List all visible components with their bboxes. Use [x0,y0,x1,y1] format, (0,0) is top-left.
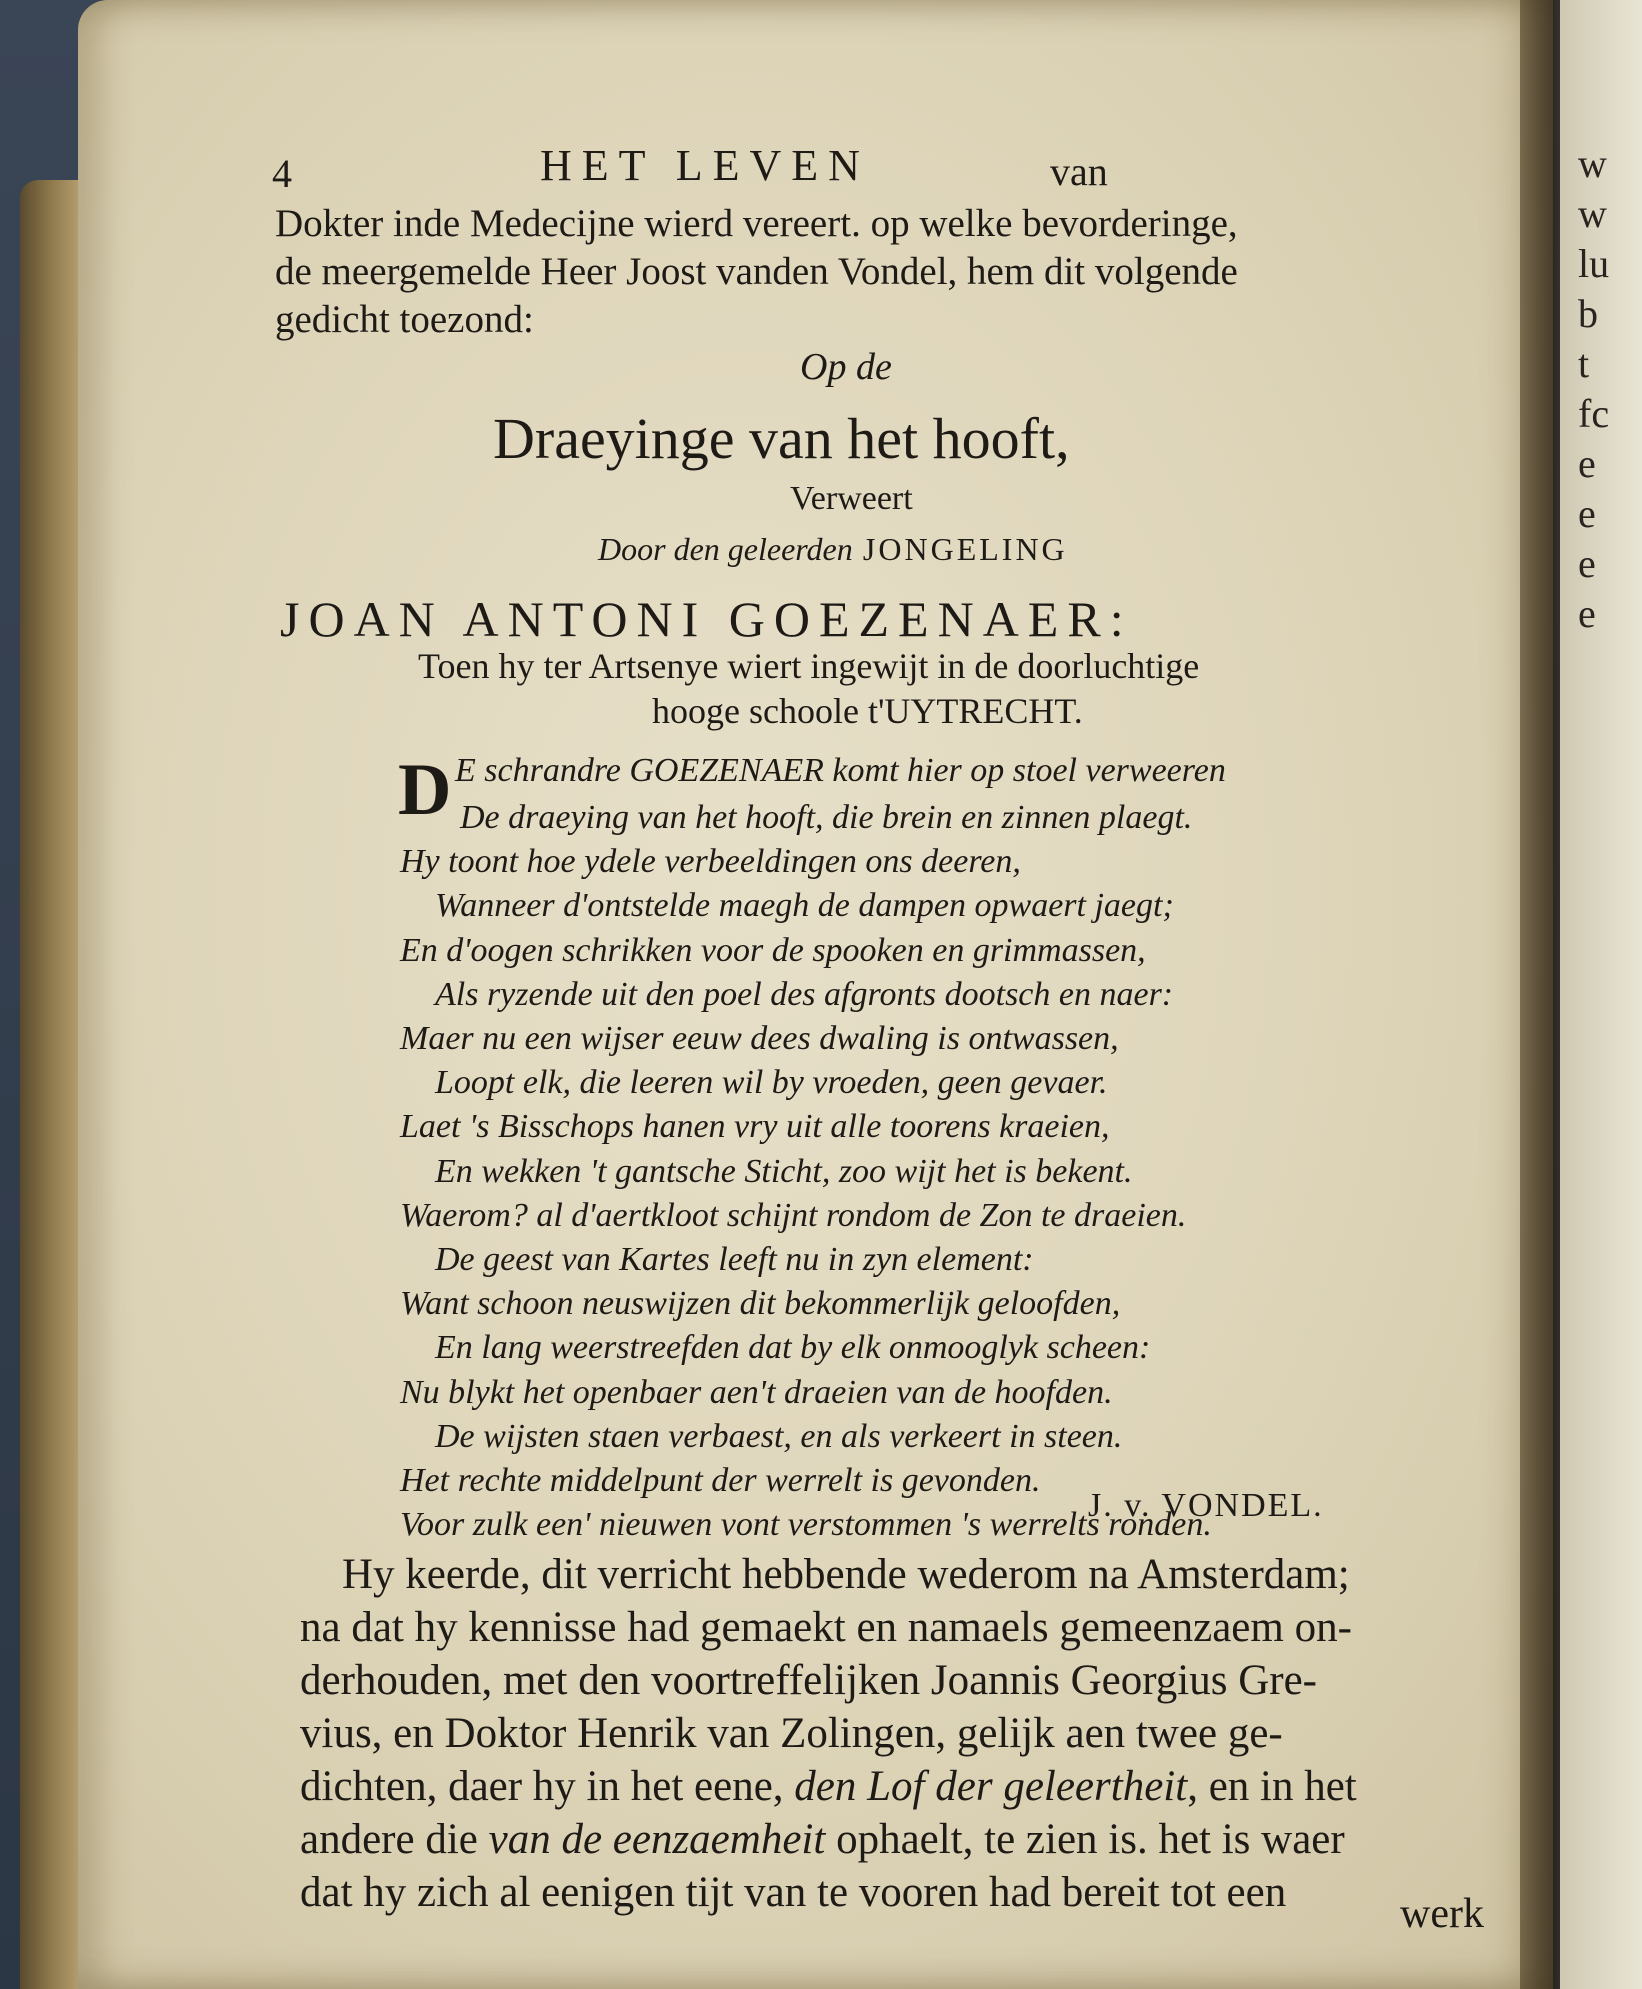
facing-page-fragment: e [1578,541,1596,586]
facing-page-fragment: e [1578,491,1596,536]
catchword: werk [1400,1891,1484,1937]
prose-segment: andere die [300,1816,478,1863]
facing-page-fragment: b [1578,291,1598,336]
prose-italic-title: van de eenzaemheit [488,1816,826,1863]
poem-line: En wekken 't gantsche Sticht, zoo wijt het is bekent. [435,1152,1133,1190]
poem-line: De wijsten staen verbaest, en als verkeert in steen. [435,1417,1123,1455]
poem-signature: J. v. VONDEL. [1088,1487,1324,1524]
poem-line: De geest van Kartes leeft nu in zyn element: [435,1241,1034,1279]
prose-segment: ophaelt, te zien is. het is waer [836,1816,1345,1863]
facing-page-fragment: lu [1578,241,1610,286]
heading-door [598,530,1068,568]
prose-segment: , en in het [1187,1763,1357,1810]
author-name: JOAN ANTONI GOEZENAER: [280,591,1133,647]
poem-line: Wanneer d'ontstelde maegh de dampen opwaert jaegt; [435,887,1174,925]
intro-line: Dokter inde Medecijne wierd vereert. op welke bevorderinge, [275,202,1238,245]
poem-line: En lang weerstreefden dat by elk onmooglyk scheen: [435,1329,1151,1367]
facing-page-fragment: fc [1578,391,1610,436]
poem-line: Voor zulk een' nieuwen vont verstommen 's werrelts ronden. [400,1506,1212,1544]
heading-op-de: Op de [800,346,892,388]
poem-line: Loopt elk, die leeren wil by vroeden, geen gevaer. [435,1064,1108,1102]
heading-verweert: Verweert [790,480,913,517]
page-number: 4 [272,151,292,196]
intro-line: de meergemelde Heer Joost vanden Vondel, hem dit volgende [275,250,1238,293]
poem-line: Laet 's Bisschops hanen vry uit alle toorens kraeien, [400,1108,1110,1146]
poem-line: Nu blykt het openbaer aen't draeien van de hoofden. [400,1373,1113,1411]
poem-line: Waerom? al d'aertkloot schijnt rondom de Zon te draeien. [400,1196,1187,1234]
prose-text [300,1548,1357,1919]
prose-line: dat hy zich al eenigen tijt van te vooren had bereit tot een [300,1869,1287,1916]
prose-line [300,1813,1357,1866]
facing-page-fragment: w [1578,141,1607,186]
facing-page-fragment: e [1578,441,1596,486]
running-title: HET LEVEN [540,141,870,190]
facing-page-edge [1560,0,1642,1989]
poem-line: E schrandre GOEZENAER komt hier op stoel verweeren [455,752,1226,789]
facing-page-fragment: t [1578,341,1590,386]
heading-door-text: Door den geleerden [598,531,853,567]
poem-line: Maer nu een wijser eeuw dees dwaling is ontwassen, [400,1020,1119,1058]
poem-body [400,796,1212,1547]
prose-segment: dichten, daer hy in het eene, [300,1763,784,1810]
occasion-line: hooge schoole t'UYTRECHT. [652,691,1083,731]
poem-line: Hy toont hoe ydele verbeeldingen ons deeren, [400,843,1021,881]
poem-line: Het rechte middelpunt der werrelt is gevonden. [400,1462,1041,1500]
prose-line [300,1760,1357,1813]
poem-line: Als ryzende uit den poel des afgronts dootsch en naer: [435,975,1174,1013]
poem-line: En d'oogen schrikken voor de spooken en grimmassen, [400,931,1146,969]
poem-title: Draeyinge van het hooft, [493,406,1070,471]
prose-line: Hy keerde, dit verricht hebbende wederom na Amsterdam; [342,1551,1350,1598]
occasion-line: Toen hy ter Artsenye wiert ingewijt in de doorluchtige [418,646,1200,686]
facing-page-fragment: e [1578,591,1596,636]
intro-line: gedicht toezond: [275,298,534,341]
poem-line: De draeying van het hooft, die brein en zinnen plaegt. [460,799,1193,836]
prose-line: na dat hy kennisse had gemaekt en namaels gemeenzaem on- [300,1604,1352,1651]
prose-italic-title: den Lof der geleertheit [794,1763,1188,1810]
running-title-van: van [1050,149,1108,194]
prose-line: vius, en Doktor Henrik van Zolingen, gelijk aen twee ge- [300,1710,1283,1757]
heading-jongeling: JONGELING [862,531,1068,567]
poem-line: Want schoon neuswijzen dit bekommerlijk geloofden, [400,1285,1121,1323]
facing-page-fragment: w [1578,191,1607,236]
prose-line: derhouden, met den voortreffelijken Joannis Georgius Gre- [300,1657,1317,1704]
drop-cap: D [398,749,452,831]
intro-text [275,200,1238,344]
